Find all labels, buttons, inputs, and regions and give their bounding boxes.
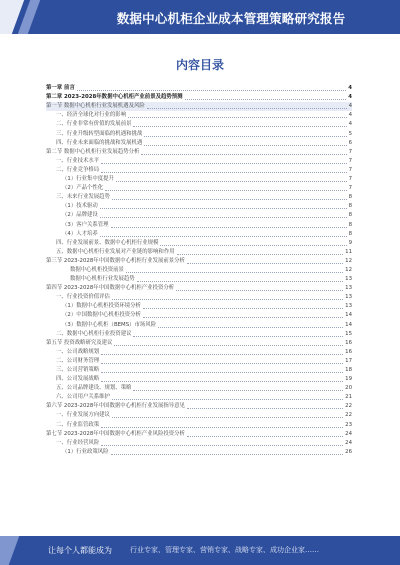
toc-entry[interactable] [46,430,352,439]
toc-entry-page: 11 [345,248,352,255]
toc-entry-page: 22 [345,412,352,419]
toc-entry-page: 8 [348,203,352,210]
toc-entry-page: 23 [345,421,352,428]
toc-leader-dots [116,181,347,182]
toc-entry-label: 六、公司用户关系维护 [56,394,110,401]
toc-entry[interactable] [46,320,352,329]
toc-entry[interactable] [46,375,352,384]
toc-entry-page: 7 [348,176,352,183]
toc-entry-page: 4 [348,85,352,92]
toc-entry[interactable] [46,439,352,448]
toc-entry-label: （2）中国数据中心机柜投资分析 [62,312,141,319]
toc-entry[interactable] [46,102,352,111]
toc-entry[interactable] [46,257,352,266]
toc-leader-dots [143,308,343,309]
toc-entry[interactable] [46,120,352,129]
toc-entry[interactable] [46,211,352,220]
toc-entry-label: 第二节 数据中心机柜行业发展趋势分析 [46,148,140,155]
toc-entry-page: 5 [348,130,352,137]
toc-entry-label: 第二章 2023-2028年数据中心机柜产业前景及趋势预测 [46,94,183,101]
toc-entry-label: 三、未来行业发展趋势 [56,194,110,201]
toc-entry-page: 26 [345,448,352,455]
toc-leader-dots [112,299,343,300]
toc-entry-label: 一、行业技术水平 [56,157,100,164]
toc-entry-label: 一、经济全球化对行业的影响 [56,112,127,119]
toc-entry-label: （1）行业政策风险 [62,448,109,455]
toc-leader-dots [112,417,343,418]
toc-entry[interactable] [46,284,352,293]
toc-entry-page: 21 [345,394,352,401]
toc-entry[interactable] [46,366,352,375]
toc-leader-dots [177,254,344,255]
toc-leader-dots [187,263,343,264]
toc-leader-dots [187,436,343,437]
toc-entry-page: 6 [348,139,352,146]
toc-entry-page: 16 [345,339,352,346]
toc-entry[interactable] [46,139,352,148]
toc-leader-dots [100,208,347,209]
toc-leader-dots [111,227,347,228]
toc-entry-label: 二、行业非常有价值的发展前景 [56,121,132,128]
toc-entry-label: 五、公司品牌建设、规划、策略 [56,385,132,392]
toc-leader-dots [158,327,343,328]
toc-entry-label: 第五节 投资战略研究及建议 [46,339,113,346]
toc-entry[interactable] [46,148,352,157]
toc-entry-page: 7 [348,148,352,155]
toc-leader-dots [187,408,343,409]
toc-leader-dots [176,290,343,291]
toc-leader-dots [143,317,343,318]
report-title: 数据中心机柜企业成本管理策略研究报告 [116,11,346,26]
toc-leader-dots [101,427,343,428]
toc-leader-dots [160,245,346,246]
toc-leader-dots [112,199,347,200]
toc-leader-dots [101,445,343,446]
toc-entry-page: 22 [345,403,352,410]
toc-entry[interactable] [46,129,352,138]
toc-entry-label: 第六节 2023-2028年中国数据中心机柜行业发展指导意见 [46,403,185,410]
toc-leader-dots [137,281,343,282]
footer-tagline: 行业专家、管理专家、营销专家、战略专家、成功企业家…… [130,546,319,554]
toc-entry-label: 五、数据中心机柜行业发展对产业链的影响和作用 [56,248,175,255]
toc-entry[interactable] [46,302,352,311]
toc-entry-label: 二、行业监管政策 [56,421,100,428]
toc-entry-label: 第一章 前言 [46,85,75,92]
toc-entry-label: 二、行业竞争格局 [56,166,100,173]
toc-leader-dots [100,217,347,218]
toc-entry[interactable] [46,184,352,193]
toc-entry[interactable] [46,384,352,393]
page-footer [0,536,400,565]
toc-entry-page: 8 [348,212,352,219]
toc-leader-dots [101,381,343,382]
toc-entry-label: 数据中心机柜行业发展趋势 [70,276,135,283]
page-header [0,0,400,34]
toc-entry-page: 12 [345,266,352,273]
toc-heading: 内容目录 [175,58,224,72]
toc-entry-label: （2）产品个性化 [62,185,104,192]
toc-entry-label: 四、公司发展战略 [56,376,100,383]
toc-leader-dots [126,272,343,273]
toc-entry-label: 数据中心机柜投资前景 [70,266,124,273]
toc-entry[interactable] [46,393,352,402]
toc-entry[interactable] [46,311,352,320]
toc-leader-dots [101,172,346,173]
toc-entry-label: 三、行业升级转型面临的机遇和挑战 [56,130,143,137]
toc-entry-label: 第一节 数据中心机柜行业发展机遇及风险 [46,103,145,110]
footer-decoration [0,536,19,565]
toc-entry-label: （2）品牌建设 [62,212,98,219]
toc-entry-label: （3）数据中心机柜（BEMS）市场风险 [62,321,157,328]
toc-entry-label: 三、公司营销策略 [56,367,100,373]
toc-entry-page: 18 [345,367,352,373]
toc-entry-label: （3）客户关系管理 [62,221,109,228]
toc-entry-page: 8 [348,194,352,201]
toc-leader-dots [101,163,346,164]
toc-leader-dots [100,236,347,237]
toc-entry[interactable] [46,293,352,302]
toc-leader-dots [133,126,346,127]
toc-leader-dots [133,390,343,391]
toc-entry[interactable] [46,402,352,411]
toc-leader-dots [77,90,346,91]
toc-leader-dots [133,336,343,337]
toc-entry-page: 4 [348,121,352,128]
toc-entry-label: 第七节 2023-2028年中国数据中心机柜产业风险投资分析 [46,430,185,437]
toc-entry-page: 4 [348,112,352,119]
toc-entry-page: 13 [345,294,352,301]
toc-leader-dots [141,154,346,155]
toc-leader-dots [147,108,347,109]
toc-leader-dots [101,354,343,355]
toc-entry[interactable] [46,193,352,202]
toc-entry-label: 二、数据中心机柜行业投资建议 [56,330,132,337]
toc-entry-label: 一、行业投资价值评估 [56,294,110,301]
toc-entry-page: 9 [348,239,352,246]
toc-entry-page: 8 [348,221,352,228]
toc-entry-page: 4 [348,103,352,110]
toc-leader-dots [128,117,346,118]
toc-entry-label: 一、行业经营风险 [56,439,100,446]
toc-entry-page: 7 [348,157,352,164]
toc-entry[interactable] [46,175,352,184]
toc-leader-dots [144,145,346,146]
toc-entry[interactable] [46,157,352,166]
toc-entry-page: 20 [345,385,352,392]
toc-entry[interactable] [46,411,352,420]
toc-entry[interactable] [46,275,352,284]
toc-entry[interactable] [46,239,352,248]
toc-entry-page: 24 [345,439,352,446]
toc-entry[interactable] [46,93,352,102]
toc-entry-page: 14 [345,321,352,328]
toc-entry-page: 19 [345,376,352,383]
toc-entry-page: 7 [348,166,352,173]
toc-leader-dots [185,99,347,100]
toc-entry[interactable] [46,202,352,211]
toc-leader-dots [105,190,346,191]
toc-entry-label: 四、行业未来面临的挑战和发展机遇 [56,139,143,146]
toc-leader-dots [111,454,344,455]
toc-entry[interactable] [46,448,352,457]
toc-entry-label: 一、行业发展方向建议 [56,412,110,419]
footer-slogan: 让每个人都能成为 [48,546,112,555]
toc-entry[interactable] [46,248,352,257]
toc-entry[interactable] [46,266,352,275]
toc-leader-dots [101,372,343,373]
toc-leader-dots [101,363,343,364]
toc-entry-label: （1）技术驱动 [62,203,98,210]
toc-entry-page: 15 [345,330,352,337]
toc-entry[interactable] [46,348,352,357]
toc-entry-page: 8 [348,230,352,237]
toc-leader-dots [112,399,343,400]
toc-entry-label: （1）行业集中度提升 [62,176,114,183]
toc-entry-label: （4）人才培养 [62,230,98,237]
toc-leader-dots [114,345,343,346]
toc-entry[interactable] [46,330,352,339]
toc-entry-page: 14 [345,312,352,319]
toc-entry[interactable] [46,111,352,120]
toc-entry-label: 第四节 2023-2028年中国数据中心机柜产业投资分析 [46,285,175,292]
toc-entry[interactable] [46,84,352,93]
toc-entry-page: 13 [345,276,352,283]
toc-entry[interactable] [46,357,352,366]
toc-entry-label: 第三节 2023-2028年中国数据中心机柜行业发展前景分析 [46,257,185,264]
toc-entry-page: 16 [345,348,352,355]
toc-leader-dots [144,136,346,137]
toc-entry-page: 24 [345,430,352,437]
toc-entry-page: 17 [345,357,352,364]
toc-entry-label: 一、公司战略规划 [56,348,100,355]
toc-entry-page: 13 [345,285,352,292]
toc-entry[interactable] [46,220,352,229]
toc-entry[interactable] [46,420,352,429]
toc-entry-page: 7 [348,185,352,192]
toc-entry-label: 二、公司财务管理 [56,357,100,364]
toc-entry-label: 四、行业发展前景、数据中心机柜行业规模 [56,239,159,246]
toc-entry[interactable] [46,230,352,239]
toc-entry-page: 13 [345,303,352,310]
toc-entry[interactable] [46,339,352,348]
toc-entry[interactable] [46,166,352,175]
toc-entry-page: 4 [348,94,352,101]
toc-entry-label: （1）数据中心机柜投资环境分析 [62,303,141,310]
toc-entry-page: 12 [345,257,352,264]
table-of-contents [46,84,352,457]
